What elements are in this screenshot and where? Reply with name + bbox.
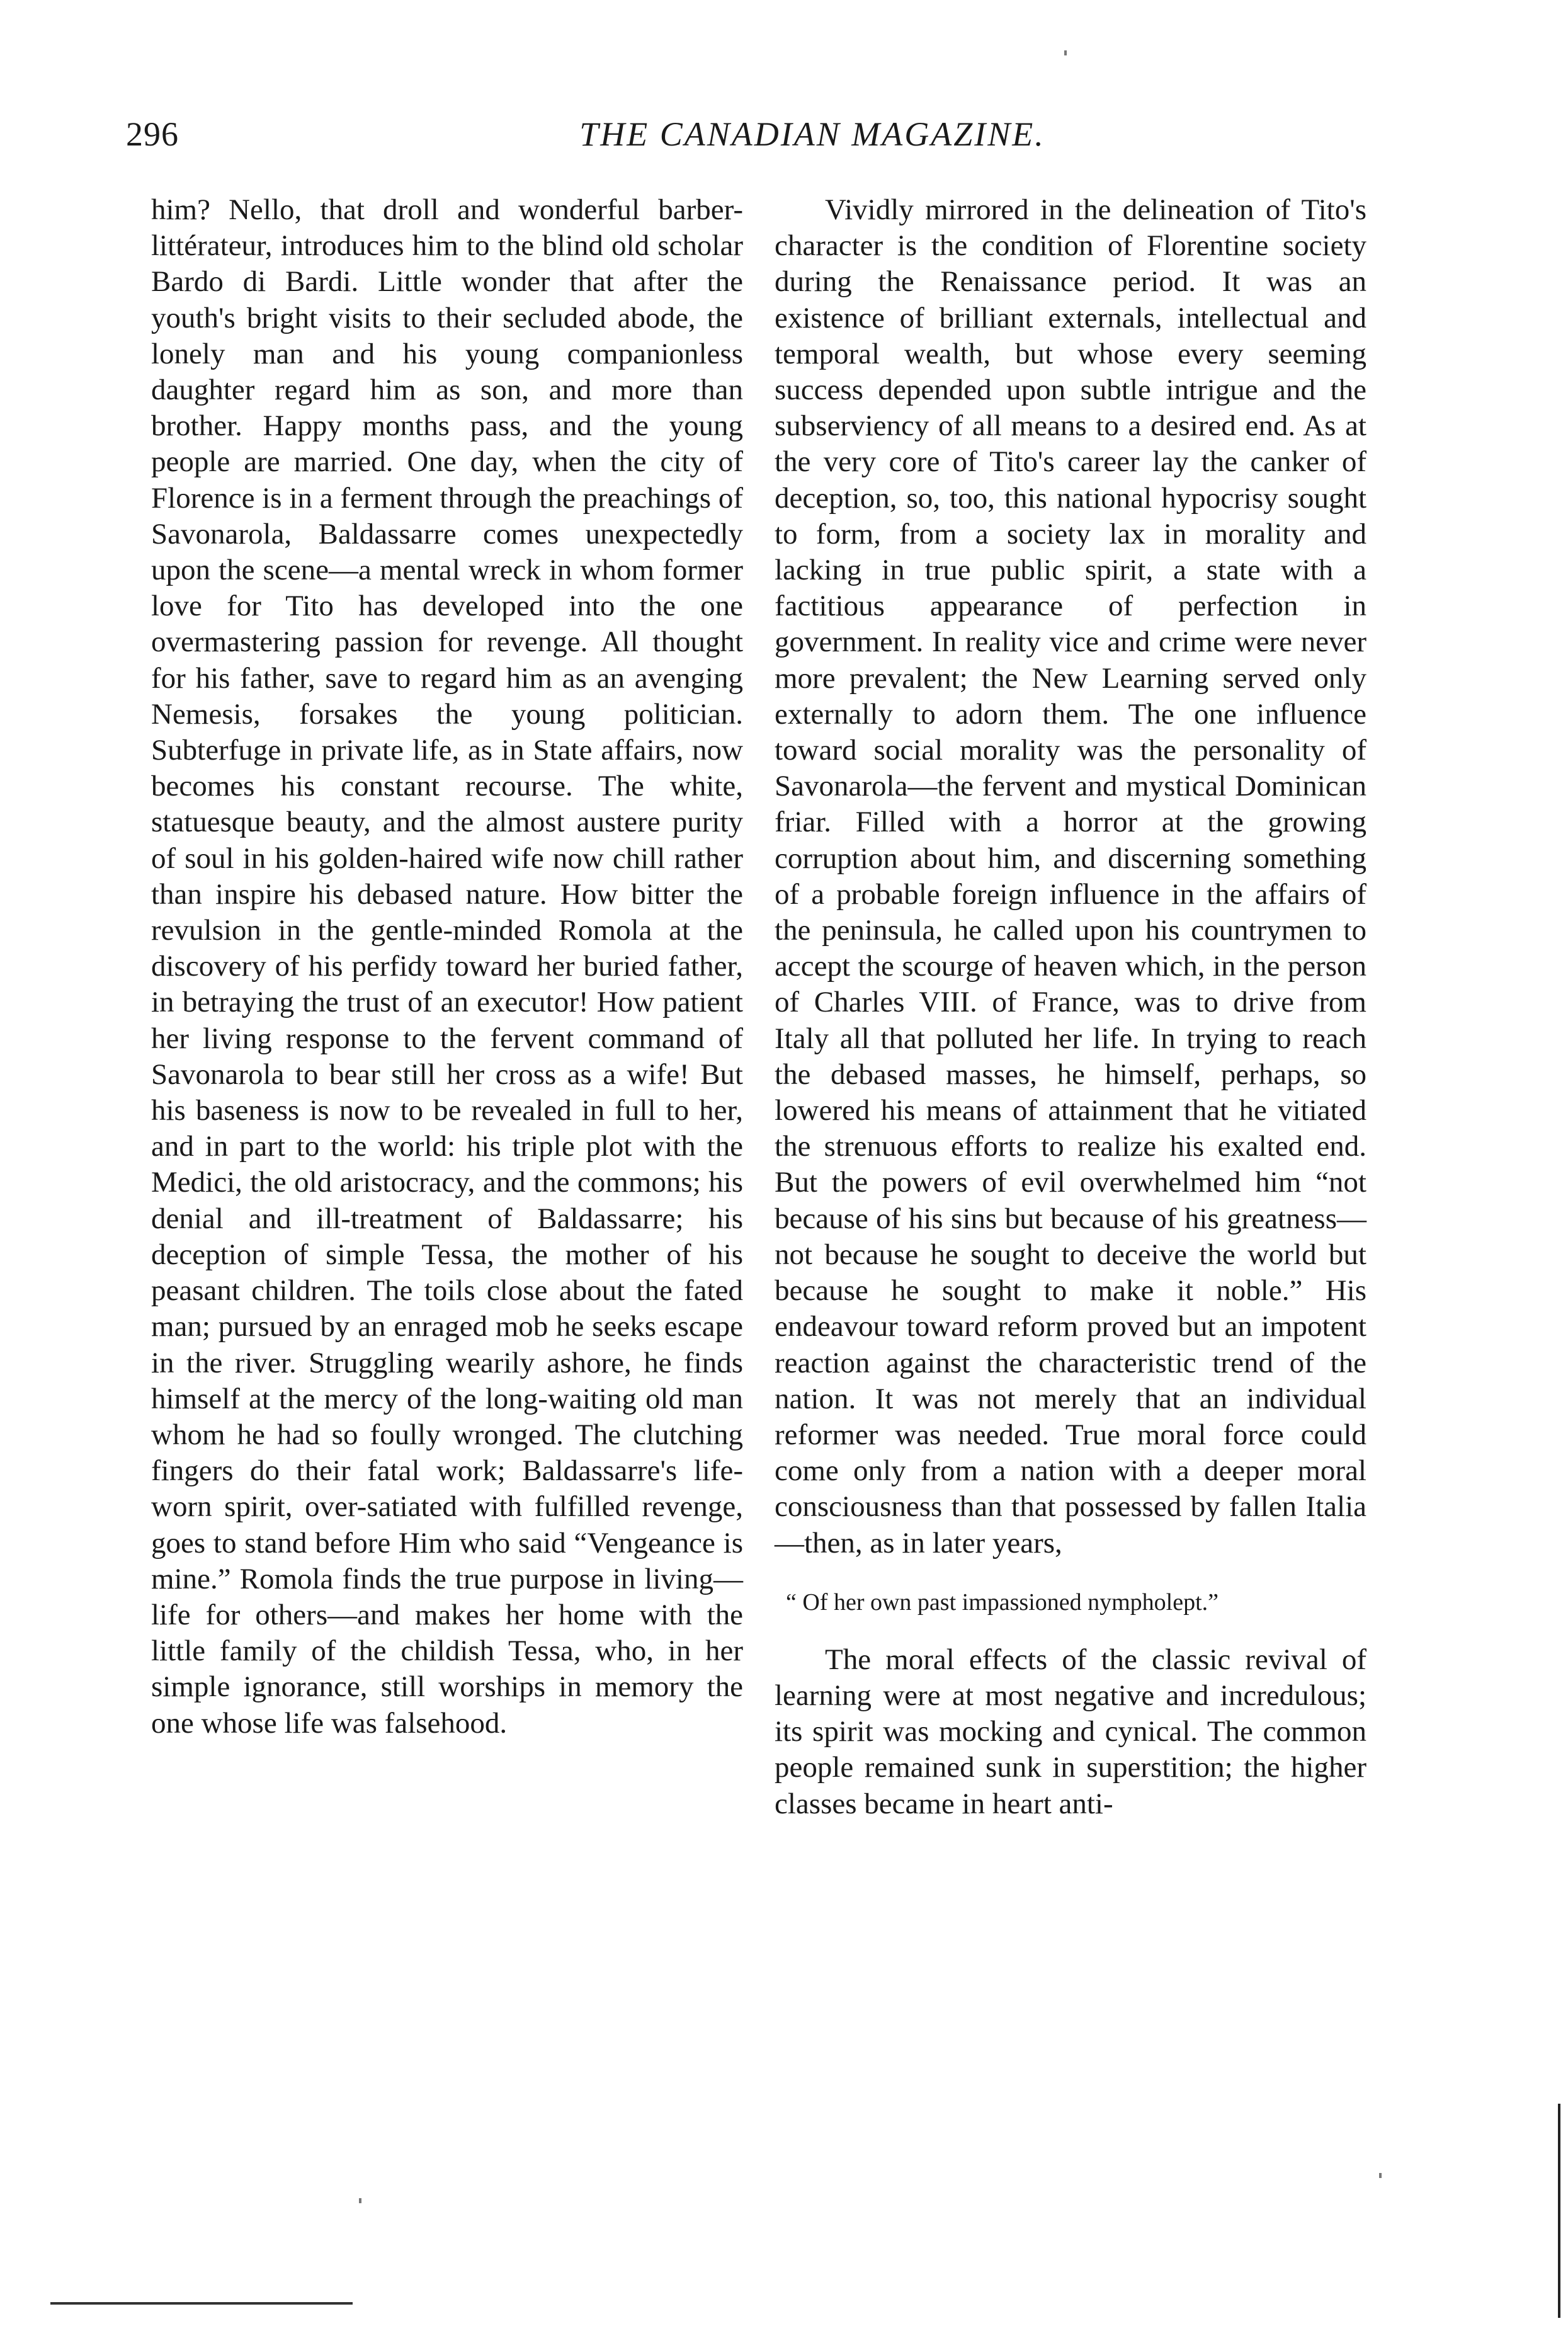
speck: [1064, 50, 1067, 55]
page-number: 296: [126, 115, 179, 153]
running-head: THE CANADIAN MAGAZINE.: [579, 115, 1045, 153]
bottom-rule: [50, 2302, 353, 2305]
page-edge-mark: [1558, 2104, 1560, 2318]
left-column: [151, 192, 743, 1742]
left-column-text: him? Nello, that droll and wonderful barber-littérateur, introduces him to the blind old scholar Bardo di Bardi. Little wonder that after the youth's bright visits to their secluded abode, the lonely man and his young companionless daughter regard him as son, and more than brother. Happy months pass, and the young people are married. One day, when the city of Florence is in a ferment through the preachings of Savonarola, Baldassarre comes unexpectedly upon the scene—a mental wreck in whom former love for Tito has developed into the one overmastering passion for revenge. All thought for his father, save to regard him as an avenging Nemesis, forsakes the young politician. Subterfuge in private life, as in State affairs, now becomes his constant recourse. The white, statuesque beauty, and the almost austere purity of soul in his golden-haired wife now chill rather than inspire his debased nature. How bitter the revulsion in the gentle-minded Romola at the discovery of his perfidy toward her buried father, in betraying the trust of an executor! How patient her living response to the fervent command of Savonarola to bear still her cross as a wife! But his baseness is now to be revealed in full to her, and in part to the world: his triple plot with the Medici, the old aristocracy, and the commons; his denial and ill-treatment of Baldassarre; his deception of simple Tessa, the mother of his peasant children. The toils close about the fated man; pursued by an enraged mob he seeks escape in the river. Struggling wearily ashore, he finds himself at the mercy of the long-waiting old man whom he had so foully wronged. The clutching fingers do their fatal work; Baldassarre's life-worn spirit, over-satiated with fulfilled revenge, goes to stand before Him who said “Vengeance is mine.” Romola finds the true purpose in living—life for others—and makes her home with the little family of the childish Tessa, who, in her simple ignorance, still worships in memory the one whose life was falsehood.: [151, 193, 743, 1740]
speck: [1379, 2173, 1382, 2178]
right-column: [775, 192, 1366, 1822]
speck: [359, 2198, 361, 2203]
right-paragraph-2: The moral effects of the classic revival of learning were at most negative and incredulous; its spirit was mocking and cynical. The common people remained sunk in superstition; the higher classes became in heart anti-: [775, 1643, 1366, 1820]
block-quote: “ Of her own past impassioned nympholept.”: [786, 1588, 1219, 1616]
right-paragraph-1: Vividly mirrored in the delineation of Tito's character is the condition of Florentine society during the Renaissance period. It was an existence of brilliant externals, intellectual and temporal wealth, but whose every seeming success depended upon subtle intrigue and the subserviency of all means to a desired end. As at the very core of Tito's career lay the canker of deception, so, too, this national hypocrisy sought to form, from a society lax in morality and lacking in true public spirit, a state with a factitious appearance of perfection in government. In reality vice and crime were never more prevalent; the New Learning served only externally to adorn them. The one influence toward social morality was the personality of Savonarola—the fervent and mystical Dominican friar. Filled with a horror at the growing corruption about him, and discerning something of a probable foreign influence in the affairs of the peninsula, he called upon his countrymen to accept the scourge of heaven which, in the person of Charles VIII. of France, was to drive from Italy all that polluted her life. In trying to reach the debased masses, he himself, perhaps, so lowered his means of attainment that he vitiated the strenuous efforts to realize his exalted end. But the powers of evil overwhelmed him “not because of his sins but because of his greatness—not because he sought to deceive the world but because he sought to make it noble.” His endeavour toward reform proved but an impotent reaction against the characteristic trend of the nation. It was not merely that an individual reformer was needed. True moral force could come only from a nation with a deeper moral consciousness than that possessed by fallen Italia—then, as in later years,: [775, 193, 1366, 1560]
